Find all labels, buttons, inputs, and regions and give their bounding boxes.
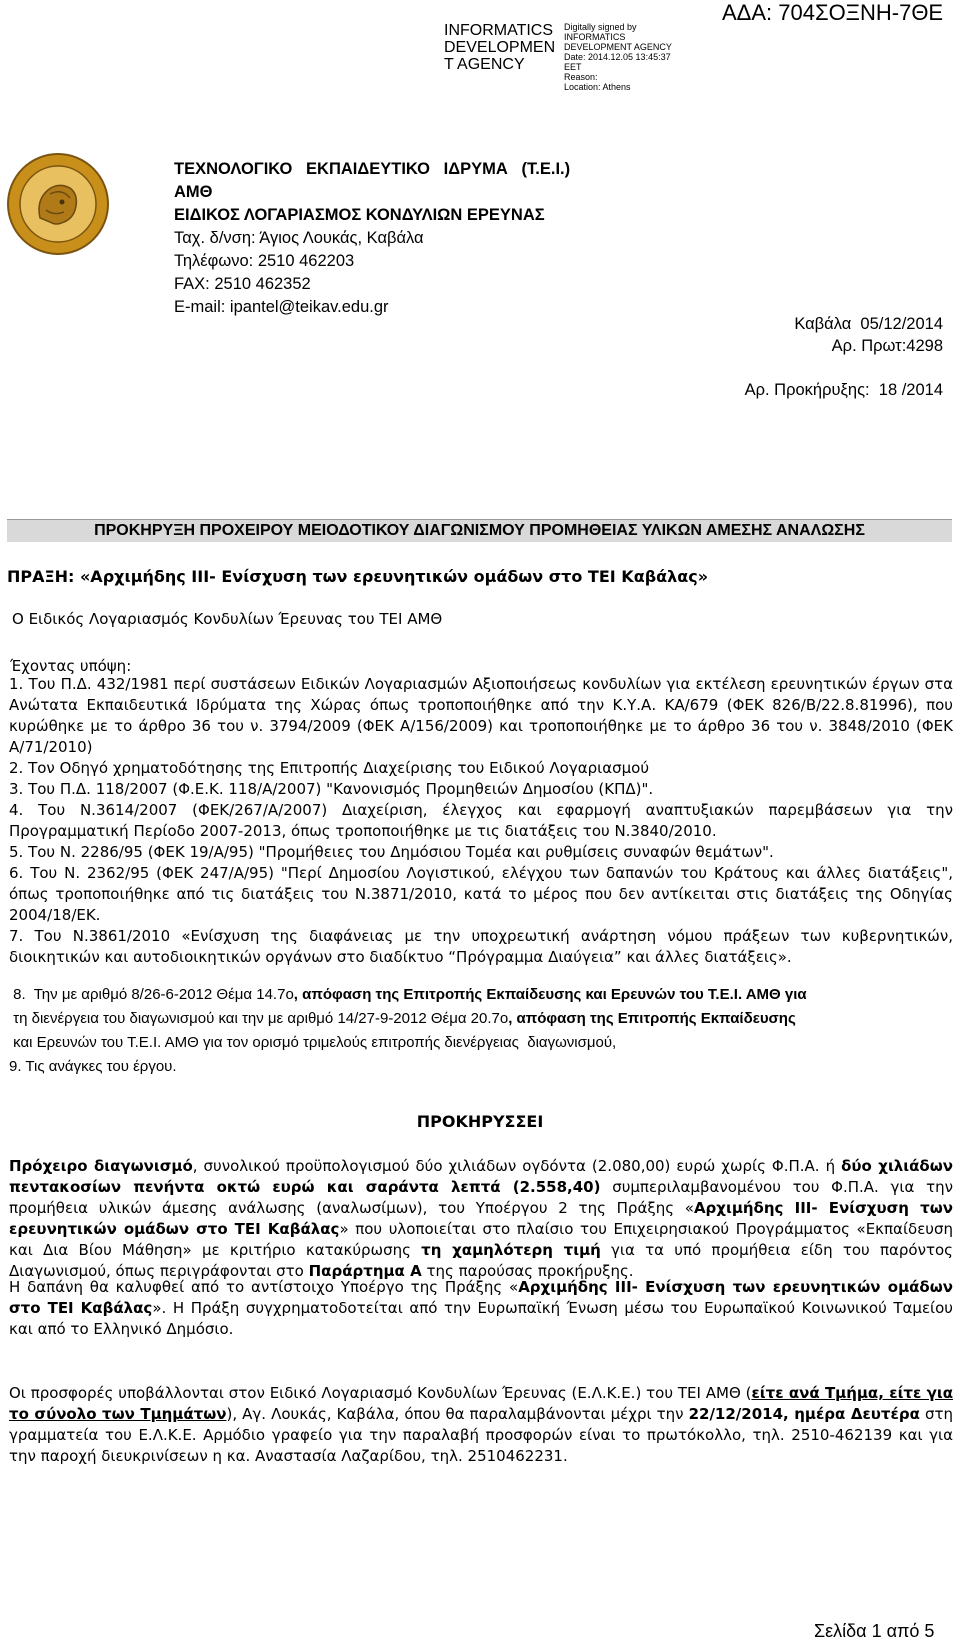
header-address: Ταχ. δ/νση: Άγιος Λουκάς, Καβάλα — [174, 229, 424, 247]
signature-meta-line: Date: 2014.12.05 13:45:37 — [564, 52, 671, 62]
declares-heading: ΠΡΟΚΗΡΥΣΣΕΙ — [416, 1112, 544, 1131]
text-span: συμπεριλαμβανομένου του Φ.Π.Α. για την προμήθεια υλικών άμεσης ανάλωσης (αναλωσίμων), του Υποέργου 2 της Πράξης « — [9, 1178, 954, 1217]
paragraph-tender — [9, 1156, 953, 1282]
text-span: για τα υπό προμήθεια είδη του παρόντος Διαγωνισμού, όπως περιγράφονται στο — [9, 1241, 953, 1280]
signature-meta-line: Digitally signed by — [564, 22, 637, 32]
list-item-text: και Ερευνών του Τ.Ε.Ι. ΑΜΘ για τον ορισμό τριμελούς επιτροπής διενέργειας διαγωνισμού, — [9, 1034, 617, 1051]
considerations-list-continued — [9, 983, 953, 1079]
list-item-text: , απόφαση της Επιτροπής Εκπαίδευσης και Ερευνών του Τ.Ε.Ι. ΑΜΘ για — [293, 986, 807, 1003]
considerations-list — [9, 674, 953, 968]
list-item: 5. Του Ν. 2286/95 (ΦΕΚ 19/Α/95) "Προμήθειες του Δημόσιου Τομέα και ρυθμίσεις συναφών θεμάτων". — [9, 843, 774, 861]
text-span: είτε ανά Τμήμα, είτε για το σύνολο των Τμημάτων — [9, 1384, 953, 1423]
list-item-text: 8. Την με αριθμό 8/26-6-2012 Θέμα 14.7ο — [9, 986, 294, 1003]
header-region: ΑΜΘ — [174, 183, 213, 201]
action-title: ΠΡΑΞΗ: «Αρχιμήδης ΙΙΙ- Ενίσχυση των ερευνητικών ομάδων στο ΤΕΙ Καβάλας» — [7, 567, 709, 586]
signature-org-line: DEVELOPMEN — [444, 39, 556, 56]
intro-line: Ο Ειδικός Λογαριασμός Κονδυλίων Έρευνας του ΤΕΙ ΑΜΘ — [12, 610, 443, 628]
text-span: στη γραμματεία του Ε.Λ.Κ.Ε. Αρμόδιο γραφείο για την παραλαβή προσφορών είναι το πρωτόκολλο, τηλ. 2510-462139 και για την παροχή διευκρινίσεων η κα. Αναστασία Λαζαρίδου, τηλ. 2510462231. — [9, 1405, 954, 1465]
list-item-8-cont — [9, 1031, 953, 1055]
signature-meta-line: INFORMATICS — [564, 32, 626, 42]
having-regard-heading: Έχοντας υπόψη: — [10, 657, 132, 675]
page-number: Σελίδα 1 από 5 — [814, 1621, 935, 1641]
signature-org-line: INFORMATICS — [444, 22, 554, 39]
signature-meta-line: Reason: — [564, 72, 598, 82]
text-span: Αρχιμήδης ΙΙΙ- Ενίσχυση των ερευνητικών ομάδων στο ΤΕΙ Καβάλας — [9, 1199, 953, 1238]
header-institution-name: ΤΕΧΝΟΛΟΓΙΚΟ ΕΚΠΑΙΔΕΥΤΙΚΟ ΙΔΡΥΜΑ (Τ.Ε.Ι.) — [174, 160, 571, 178]
header-phone: Τηλέφωνο: 2510 462203 — [174, 252, 355, 270]
text-span: Παράρτημα Α — [308, 1262, 422, 1280]
list-item-9: 9. Τις ανάγκες του έργου. — [9, 1058, 177, 1075]
header-fax: FAX: 2510 462352 — [174, 275, 311, 293]
paragraph-submission — [9, 1383, 953, 1467]
list-item-text: , απόφαση της Επιτροπής Εκπαίδευσης — [508, 1010, 796, 1027]
text-span: δύο χιλιάδων πεντακοσίων πενήντα οκτώ ευρώ και σαράντα λεπτά (2.558,40) — [9, 1157, 953, 1196]
place-and-date: Καβάλα 05/12/2014 — [794, 315, 943, 333]
text-span: Πρόχειρο διαγωνισμό — [9, 1157, 193, 1175]
signature-meta-line: DEVELOPMENT AGENCY — [564, 42, 672, 52]
protocol-number: Αρ. Πρωτ:4298 — [831, 337, 943, 355]
list-item: 7. Του Ν.3861/2010 «Ενίσχυση της διαφάνειας με την υποχρεωτική ανάρτηση νόμου πράξεων των κυβερνητικών, διοικητικών και αυτοδιοικητικών οργάνων στο διαδίκτυο “Πρόγραμμα Διαύγεια” και άλλες διατάξεις». — [9, 927, 953, 966]
text-span: 22/12/2014, ημέρα Δευτέρα — [688, 1405, 920, 1423]
list-item: 4. Του Ν.3614/2007 (ΦΕΚ/267/Α/2007) Διαχείριση, έλεγχος και εφαρμογή αναπτυξιακών παρεμβάσεων για την Προγραμματική Περίοδο 2007-2013, όπως τροποποιήθηκε με τις διατάξεις του Ν.3840/2010. — [9, 801, 953, 840]
list-item-text: τη διενέργεια του διαγωνισμού και την με αριθμό 14/27-9-2012 Θέμα 20.7ο — [9, 1010, 509, 1027]
text-span: » που υλοποιείται στο πλαίσιο του Επιχειρησιακού Προγράμματος «Εκπαίδευση και Δια Βίου Μάθηση» με κριτήριο κατακύρωσης — [9, 1220, 953, 1259]
paragraph-funding — [9, 1277, 953, 1340]
ada-number: ΑΔΑ: 704ΣΟΞΝΗ-7ΘΕ — [722, 0, 944, 25]
text-span: ». Η Πράξη συγχρηματοδοτείται από την Ευρωπαϊκή Ένωση μέσω του Ευρωπαϊκού Κοινωνικού Ταμείου και από το Ελληνικό Δημόσιο. — [9, 1299, 953, 1338]
text-span: Αρχιμήδης ΙΙΙ- Ενίσχυση των ερευνητικών ομάδων στο ΤΕΙ Καβάλας — [9, 1278, 953, 1317]
declaration-number: Αρ. Προκήρυξης: 18 /2014 — [744, 381, 943, 399]
list-item-8 — [9, 983, 953, 1007]
text-span: τη χαμηλότερη τιμή — [421, 1241, 601, 1259]
signature-metadata — [564, 22, 704, 92]
document-title: ΠΡΟΚΗΡΥΞΗ ΠΡΟΧΕΙΡΟΥ ΜΕΙΟΔΟΤΙΚΟΥ ΔΙΑΓΩΝΙΣΜΟΥ ΠΡΟΜΗΘΕΙΑΣ ΥΛΙΚΩΝ ΑΜΕΣΗΣ ΑΝΑΛΩΣΗΣ — [7, 519, 952, 542]
signature-org-line: T AGENCY — [444, 56, 525, 73]
signature-meta-line: EET — [564, 62, 582, 72]
text-span: ), Αγ. Λουκάς, Καβάλα, όπου θα παραλαμβάνονται μέχρι την — [226, 1405, 689, 1423]
header-account-name: ΕΙΔΙΚΟΣ ΛΟΓΑΡΙΑΣΜΟΣ ΚΟΝΔΥΛΙΩΝ ΕΡΕΥΝΑΣ — [174, 206, 545, 224]
text-span: , συνολικού προϋπολογισμού δύο χιλιάδων ογδόντα (2.080,00) ευρώ χωρίς Φ.Π.Α. ή — [192, 1157, 842, 1175]
list-item: 2. Τον Οδηγό χρηματοδότησης της Επιτροπής Διαχείρισης του Ειδικού Λογαριασμού — [9, 759, 649, 777]
list-item: 6. Του Ν. 2362/95 (ΦΕΚ 247/Α/95) "Περί Δημοσίου Λογιστικού, ελέγχου των δαπανών του Κράτους και άλλες διατάξεις", όπως τροποποιήθηκε από τις διατάξεις του Ν.3871/2010, κατά το μέρος που δεν αντίκειται στις διατάξεις της Οδηγίας 2004/18/ΕΚ. — [9, 864, 953, 924]
signature-organization — [444, 22, 562, 73]
text-span: Η δαπάνη θα καλυφθεί από το αντίστοιχο Υποέργο της Πράξης « — [9, 1278, 519, 1296]
text-span: της παρούσας προκήρυξης. — [421, 1262, 634, 1280]
list-item-8-cont — [9, 1007, 953, 1031]
text-span: Οι προσφορές υποβάλλονται στον Ειδικό Λογαριασμό Κονδυλίων Έρευνας (Ε.Λ.Κ.Ε.) του ΤΕΙ ΑΜΘ ( — [9, 1384, 752, 1402]
institution-seal-logo — [6, 152, 110, 256]
header-email: E-mail: ipantel@teikav.edu.gr — [174, 298, 389, 316]
institution-header — [174, 158, 570, 319]
signature-meta-line: Location: Athens — [564, 82, 631, 92]
list-item: 3. Του Π.Δ. 118/2007 (Φ.Ε.Κ. 118/Α/2007) "Κανονισμός Προμηθειών Δημοσίου (ΚΠΔ)". — [9, 780, 654, 798]
list-item: 1. Του Π.Δ. 432/1981 περί συστάσεων Ειδικών Λογαριασμών Αξιοποιήσεως κονδυλίων για εκτέλεση ερευνητικών έργων στα Ανώτατα Εκπαιδευτικά Ιδρύματα της Χώρας όπως τροποποιήθηκε από την Κ.Υ.Α. ΚΑ/679 (ΦΕΚ 826/Β/22.8.81996), που κυρώθηκε με το άρθρο 36 του ν. 3794/2009 (ΦΕΚ Α/156/2009) και τροποποιήθηκε με το άρθρο 36 του ν. 3848/2010 (ΦΕΚ Α/71/2010) — [9, 675, 953, 756]
